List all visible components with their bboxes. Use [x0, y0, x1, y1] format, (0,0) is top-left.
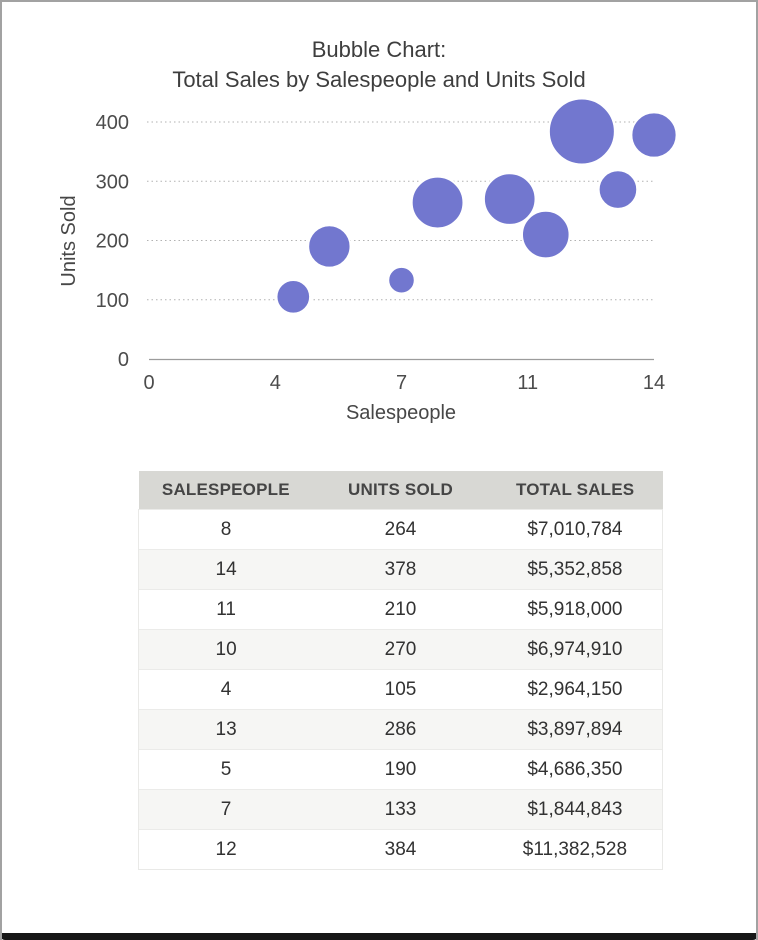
- x-tick-label: 0: [143, 372, 155, 394]
- chart-canvas: [2, 2, 758, 437]
- table-row: [139, 630, 663, 670]
- x-tick-label: 14: [642, 372, 666, 394]
- chart-title-line2: Total Sales by Salespeople and Units Sold: [172, 67, 586, 92]
- table-cell: 10: [139, 630, 314, 670]
- bubble: [388, 267, 415, 294]
- bubble: [308, 225, 350, 267]
- table-header: [139, 471, 663, 510]
- data-table: [138, 471, 663, 870]
- table-row: [139, 790, 663, 830]
- table-cell: 7: [139, 790, 314, 830]
- table-row: [139, 670, 663, 710]
- bubble: [631, 112, 676, 157]
- table-cell: 384: [313, 830, 488, 870]
- table-cell: 4: [139, 670, 314, 710]
- chart-title-line1: Bubble Chart:: [311, 37, 447, 62]
- bubble: [484, 173, 536, 225]
- y-tick-label: 100: [95, 289, 129, 312]
- table-cell: $2,964,150: [488, 670, 663, 710]
- table-cell: 133: [313, 790, 488, 830]
- bubble: [549, 98, 615, 164]
- x-tick-label: 7: [395, 372, 408, 394]
- table-cell: 12: [139, 830, 314, 870]
- header-units-sold: UNITS SOLD: [313, 471, 488, 510]
- bubble: [599, 170, 638, 209]
- table-row: [139, 590, 663, 630]
- header-total-sales: TOTAL SALES: [488, 471, 663, 510]
- y-tick-label: 200: [95, 230, 129, 253]
- table-cell: $1,844,843: [488, 790, 663, 830]
- y-axis-title: Units Sold: [58, 195, 80, 287]
- table-cell: 8: [139, 510, 314, 550]
- table-cell: 286: [313, 710, 488, 750]
- table-cell: 105: [313, 670, 488, 710]
- table-cell: 190: [313, 750, 488, 790]
- table-body: [139, 510, 663, 870]
- table-cell: 210: [313, 590, 488, 630]
- table-cell: $11,382,528: [488, 830, 663, 870]
- bubble: [522, 211, 570, 259]
- table-cell: $5,918,000: [488, 590, 663, 630]
- header-salespeople: SALESPEOPLE: [139, 471, 314, 510]
- x-tick-label: 4: [269, 372, 281, 394]
- table-row: [139, 550, 663, 590]
- table-cell: 378: [313, 550, 488, 590]
- window-bottom-edge: [0, 933, 758, 940]
- table-cell: 270: [313, 630, 488, 670]
- x-axis-title: Salespeople: [345, 402, 457, 424]
- table-row: [139, 830, 663, 870]
- table-cell: $3,897,894: [488, 710, 663, 750]
- bubbles-layer: [276, 98, 676, 313]
- bubble: [412, 177, 464, 229]
- table-cell: $4,686,350: [488, 750, 663, 790]
- table-cell: 5: [139, 750, 314, 790]
- data-table-container: [138, 471, 663, 870]
- bubble: [276, 280, 310, 314]
- table-cell: 11: [139, 590, 314, 630]
- table-cell: $6,974,910: [488, 630, 663, 670]
- y-tick-label: 300: [95, 171, 129, 194]
- table-cell: 264: [313, 510, 488, 550]
- x-tick-label: 11: [517, 372, 539, 394]
- table-cell: 14: [139, 550, 314, 590]
- table-cell: $7,010,784: [488, 510, 663, 550]
- table-row: [139, 510, 663, 550]
- table-cell: $5,352,858: [488, 550, 663, 590]
- y-tick-label: 400: [95, 112, 129, 134]
- table-cell: 13: [139, 710, 314, 750]
- table-row: [139, 750, 663, 790]
- table-header-row: [139, 471, 663, 510]
- y-tick-label: 0: [117, 349, 129, 371]
- table-row: [139, 710, 663, 750]
